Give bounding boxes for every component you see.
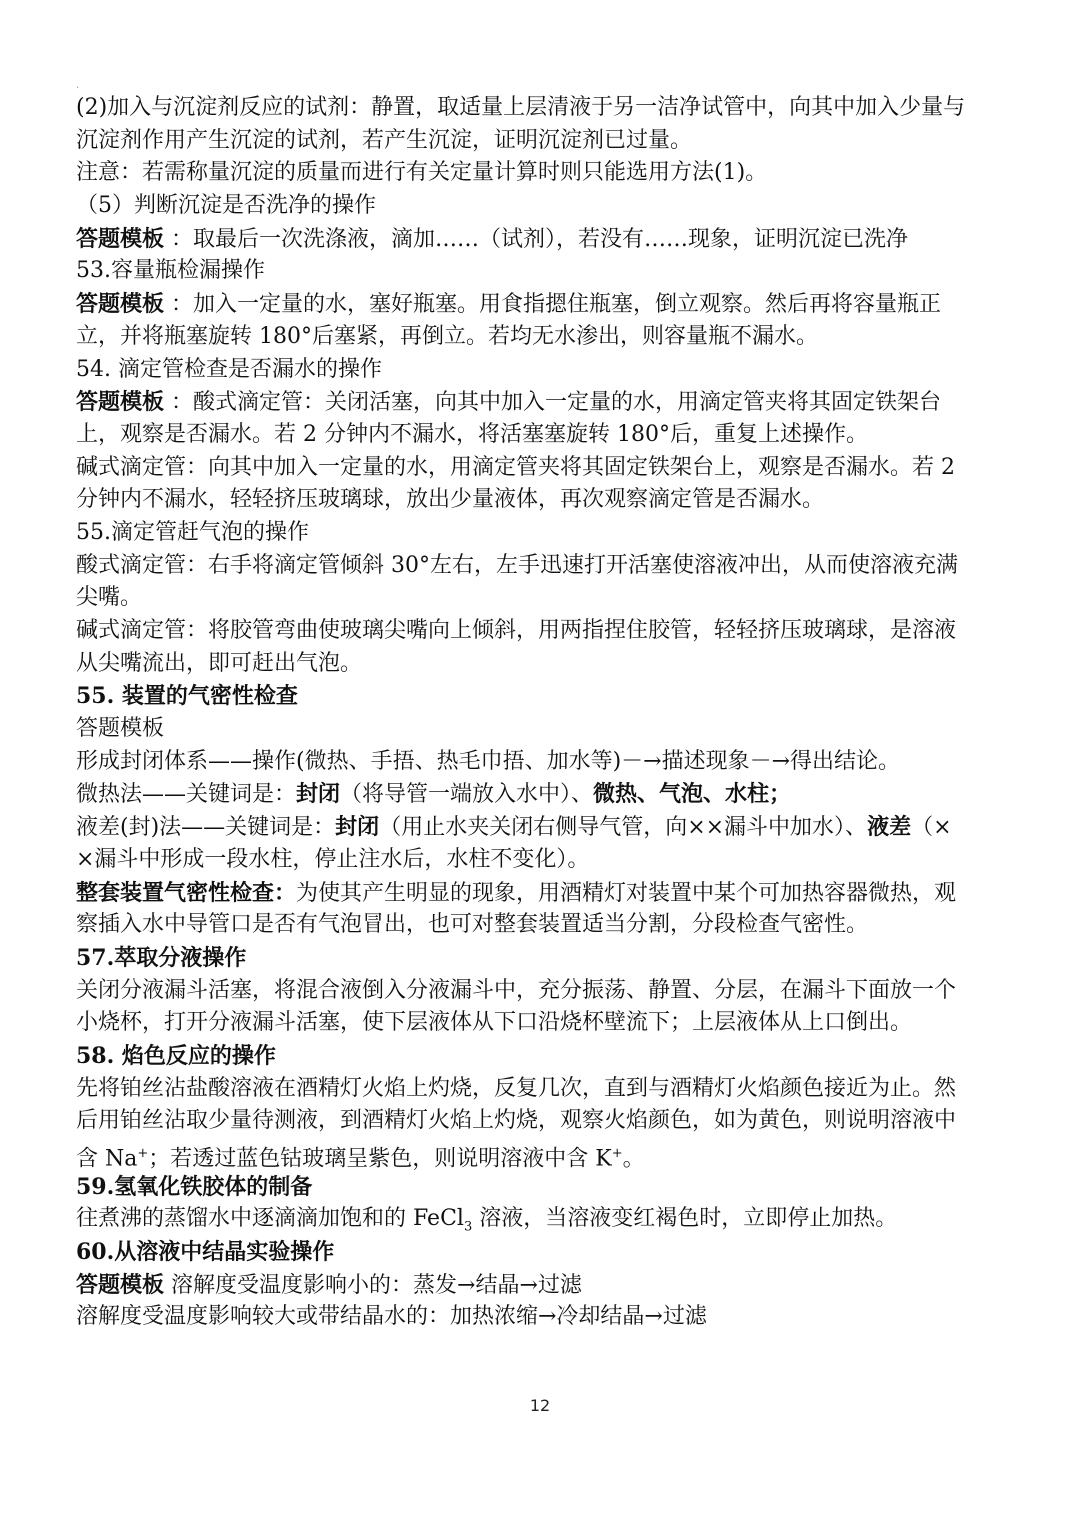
subscript: 3 (463, 1219, 473, 1235)
text-line (76, 1171, 1004, 1204)
line-text: 尖嘴。 (76, 585, 143, 611)
text-line (76, 811, 1004, 844)
text-line (76, 909, 1004, 942)
line-text: 沉淀剂作用产生沉淀的试剂，若产生沉淀，证明沉淀剂已过量。 (76, 127, 693, 153)
text-line (76, 582, 1004, 615)
text-line (76, 778, 1004, 811)
corner-mark: . (76, 80, 80, 91)
line-text: 从尖嘴流出，即可赶出气泡。 (76, 650, 363, 676)
text-line (76, 942, 1004, 975)
line-text: 55.滴定管赶气泡的操作 (76, 519, 309, 545)
line-text: 碱式滴定管：向其中加入一定量的水，用滴定管夹将其固定铁架台上，观察是否漏水。若 2 (76, 454, 955, 480)
text-line (76, 648, 1004, 681)
bold-text: 封闭 (335, 814, 380, 841)
line-text: 酸式滴定管：右手将滴定管倾斜 30°左右，左手迅速打开活塞使溶液冲出，从而使溶液充满 (76, 552, 958, 578)
line-text: （用止水夹关闭右侧导气管，向××漏斗中加水）、 (379, 815, 868, 841)
line-text: ：酸式滴定管：关闭活塞，向其中加入一定量的水，用滴定管夹将其固定铁架台 (164, 390, 942, 416)
line-text: 形成封闭体系——操作(微热、手捂、热毛巾捂、加水等)－→描述现象－→得出结论。 (76, 748, 901, 774)
line-text: 关闭分液漏斗活塞，将混合液倒入分液漏斗中，充分振荡、静置、分层，在漏斗下面放一个 (76, 977, 957, 1003)
page-number: 12 (529, 1396, 551, 1415)
text-line (76, 680, 1004, 713)
superscript: + (137, 1146, 149, 1161)
line-text: 察插入水中导管口是否有气泡冒出，也可对整套装置适当分割，分段检查气密性。 (76, 912, 869, 938)
line-text: 53.容量瓶检漏操作 (76, 258, 265, 284)
text-line (76, 1040, 1004, 1073)
line-text: 往煮沸的蒸馏水中逐滴滴加饱和的 FeCl (76, 1206, 464, 1232)
bold-text: 59.氢氧化铁胶体的制备 (76, 1173, 313, 1200)
text-line (76, 975, 1004, 1008)
line-text: 答题模板 (76, 716, 165, 742)
text-line (76, 92, 1004, 125)
text-line (76, 615, 1004, 648)
text-line (76, 321, 1004, 354)
text-line (76, 255, 1004, 288)
text-line (76, 223, 1004, 256)
bold-text: 58. 焰色反应的操作 (76, 1042, 276, 1069)
text-line (76, 157, 1004, 190)
text-line (76, 1203, 1004, 1236)
text-line (76, 386, 1004, 419)
text-line (76, 419, 1004, 452)
line-text: 为使其产生明显的现象，用酒精灯对装置中某个可加热容器微热，观 (296, 880, 957, 906)
line-text: 分钟内不漏水，轻轻挤压玻璃球，放出少量液体，再次观察滴定管是否漏水。 (76, 487, 825, 513)
text-line (76, 1073, 1004, 1106)
bold-text: 57.萃取分液操作 (76, 944, 247, 971)
document-body (76, 92, 1004, 1334)
text-line (76, 1138, 1004, 1171)
text-line (76, 877, 1004, 910)
bold-text: 整套装置气密性检查： (76, 879, 297, 906)
line-text: ×漏斗中形成一段水柱，停止注水后，水柱不变化）。 (76, 846, 590, 872)
line-text: 54. 滴定管检查是否漏水的操作 (76, 356, 382, 382)
line-text: 碱式滴定管：将胶管弯曲使玻璃尖嘴向上倾斜，用两指捏住胶管，轻轻挤压玻璃球，是溶液 (76, 618, 957, 643)
line-text: 后用铂丝沾取少量待测液，到酒精灯火焰上灼烧，观察火焰颜色，如为黄色，则说明溶液中 (76, 1108, 957, 1134)
line-text: ：加入一定量的水，塞好瓶塞。用食指摁住瓶塞，倒立观察。然后再将容量瓶正 (164, 292, 942, 318)
bold-text: 答题模板 (76, 291, 165, 318)
line-text: 微热法——关键词是： (76, 782, 297, 808)
text-line (76, 190, 1004, 223)
bold-text: 答题模板 (76, 389, 165, 416)
line-text: 先将铂丝沾盐酸溶液在酒精灯火焰上灼烧，反复几次，直到与酒精灯火焰颜色接近为止。然 (76, 1075, 957, 1101)
line-text: 注意：若需称量沉淀的质量而进行有关定量计算时则只能选用方法(1)。 (76, 160, 768, 186)
text-line (76, 713, 1004, 746)
text-line (76, 517, 1004, 550)
text-line (76, 844, 1004, 877)
line-text: （5）判断沉淀是否洗净的操作 (76, 193, 376, 219)
text-line (76, 1301, 1004, 1334)
text-line (76, 354, 1004, 387)
text-line (76, 746, 1004, 779)
line-text: （× (911, 815, 952, 841)
text-line (76, 1269, 1004, 1302)
line-text: 溶解度受温度影响较大或带结晶水的：加热浓缩→冷却结晶→过滤 (76, 1304, 707, 1330)
text-line (76, 1007, 1004, 1040)
bold-text: 答题模板 (76, 1271, 165, 1298)
line-text: ：取最后一次洗涤液，滴加……（试剂），若没有……现象，证明沉淀已洗净 (164, 226, 909, 252)
text-line (76, 125, 1004, 158)
text-line (76, 484, 1004, 517)
bold-text: 60.从溶液中结晶实验操作 (76, 1239, 335, 1266)
line-text: ；若透过蓝色钴玻璃呈紫色，则说明溶液中含 K (148, 1146, 612, 1172)
bold-text: 55. 装置的气密性检查 (76, 683, 298, 710)
text-line (76, 288, 1004, 321)
text-line (76, 452, 1004, 485)
line-text: （将导管一端放入水中）、 (340, 782, 594, 808)
text-line (76, 550, 1004, 583)
line-text: 液差(封)法——关键词是： (76, 815, 336, 841)
bold-text: 答题模板 (76, 225, 165, 252)
line-text: 含 Na (76, 1146, 138, 1172)
line-text: 。 (622, 1146, 645, 1172)
line-text: (2)加入与沉淀剂反应的试剂：静置，取适量上层清液于另一洁净试管中，向其中加入少量与 (76, 95, 966, 120)
line-text: 立，并将瓶塞旋转 180°后塞紧，再倒立。若均无水渗出，则容量瓶不漏水。 (76, 323, 818, 349)
superscript: + (611, 1146, 623, 1161)
line-text: 溶液，当溶液变红褐色时，立即停止加热。 (472, 1206, 898, 1232)
line-text: 小烧杯，打开分液漏斗活塞，使下层液体从下口沿烧杯壁流下；上层液体从上口倒出。 (76, 1010, 913, 1036)
text-line (76, 1236, 1004, 1269)
bold-text: 微热、气泡、水柱； (593, 781, 792, 808)
line-text: 溶解度受温度影响小的：蒸发→结晶→过滤 (164, 1272, 582, 1298)
line-text: 上，观察是否漏水。若 2 分钟内不漏水，将活塞塞旋转 180°后，重复上述操作。 (76, 421, 868, 447)
bold-text: 封闭 (296, 781, 341, 808)
text-line (76, 1105, 1004, 1138)
bold-text: 液差 (867, 814, 912, 841)
